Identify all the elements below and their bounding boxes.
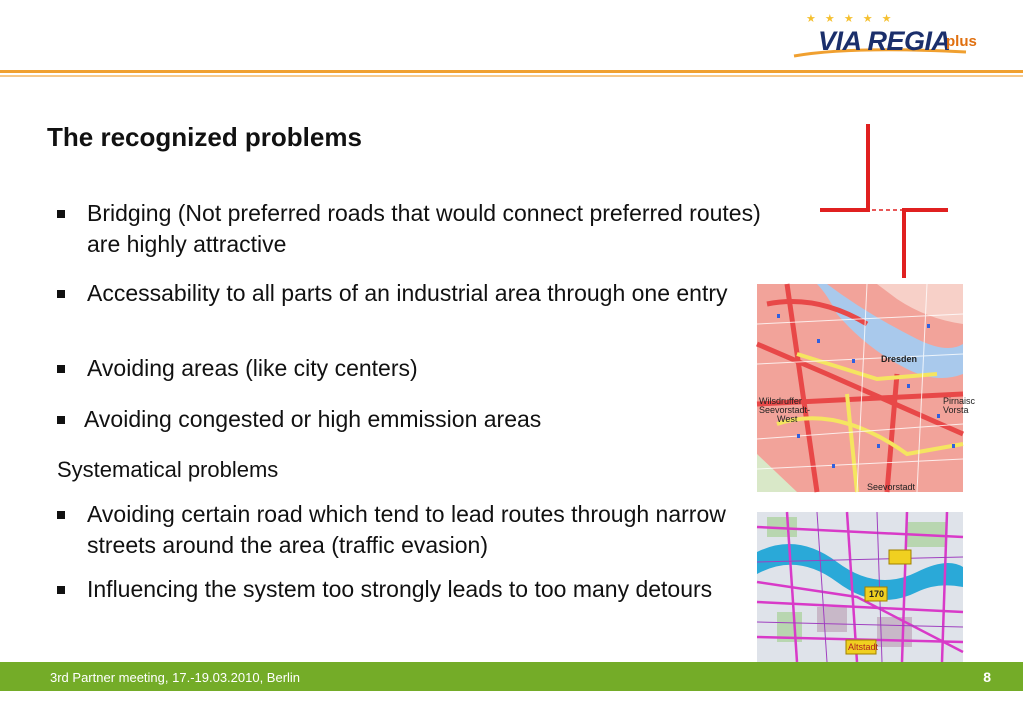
bullet-marker-icon: [57, 511, 65, 519]
map-label: Vorsta: [943, 405, 969, 415]
bullet-text: Accessability to all parts of an industrial area through one entry: [87, 280, 728, 306]
footer-bar: [0, 662, 1023, 691]
page-number: 8: [983, 669, 991, 685]
dresden-street-map: [757, 284, 976, 492]
bullet-marker-icon: [57, 210, 65, 218]
bullet-text: Bridging (Not preferred roads that would connect preferred routes) are highly attractive: [87, 200, 761, 257]
route-network-map: [757, 512, 963, 662]
logo-suffix: plus: [946, 33, 977, 50]
road-junction-diagram: [816, 122, 956, 282]
logo-stars-icon: ★ ★ ★ ★ ★: [806, 13, 895, 25]
logo-text: VIA REGIA: [818, 26, 951, 56]
slide-title: The recognized problems: [47, 122, 362, 152]
bullet-text: Influencing the system too strongly leads to too many detours: [87, 576, 713, 602]
section-label: Systematical problems: [57, 457, 279, 482]
map-label: 170: [869, 589, 885, 599]
map-label: Dresden: [881, 354, 918, 364]
map-label: Wilsdruffer: [759, 396, 802, 406]
header-rule-light: [0, 75, 1023, 77]
map-label: Altstadt: [848, 642, 879, 652]
bullet-text: Avoiding certain road which tend to lead routes through narrow streets around the area (traffic evasion): [87, 501, 726, 558]
network-map-graphic: [757, 512, 963, 662]
street-map-graphic: [757, 284, 963, 492]
bullet-marker-icon: [57, 416, 65, 424]
bullet-marker-icon: [57, 365, 65, 373]
footer-text: 3rd Partner meeting, 17.-19.03.2010, Berlin: [50, 670, 301, 685]
map-label: Seevorstadt-: [759, 405, 811, 415]
bullet-marker-icon: [57, 586, 65, 594]
bullet-text: Avoiding congested or high emmission areas: [84, 406, 542, 432]
map-label: West: [777, 414, 798, 424]
map-label: Pirnaisc: [943, 396, 976, 406]
bullet-marker-icon: [57, 290, 65, 298]
map-label: Seevorstadt: [867, 482, 916, 492]
bullet-text: Avoiding areas (like city centers): [87, 355, 418, 381]
via-regia-logo: [792, 8, 1012, 66]
header-rule: [0, 70, 1023, 73]
